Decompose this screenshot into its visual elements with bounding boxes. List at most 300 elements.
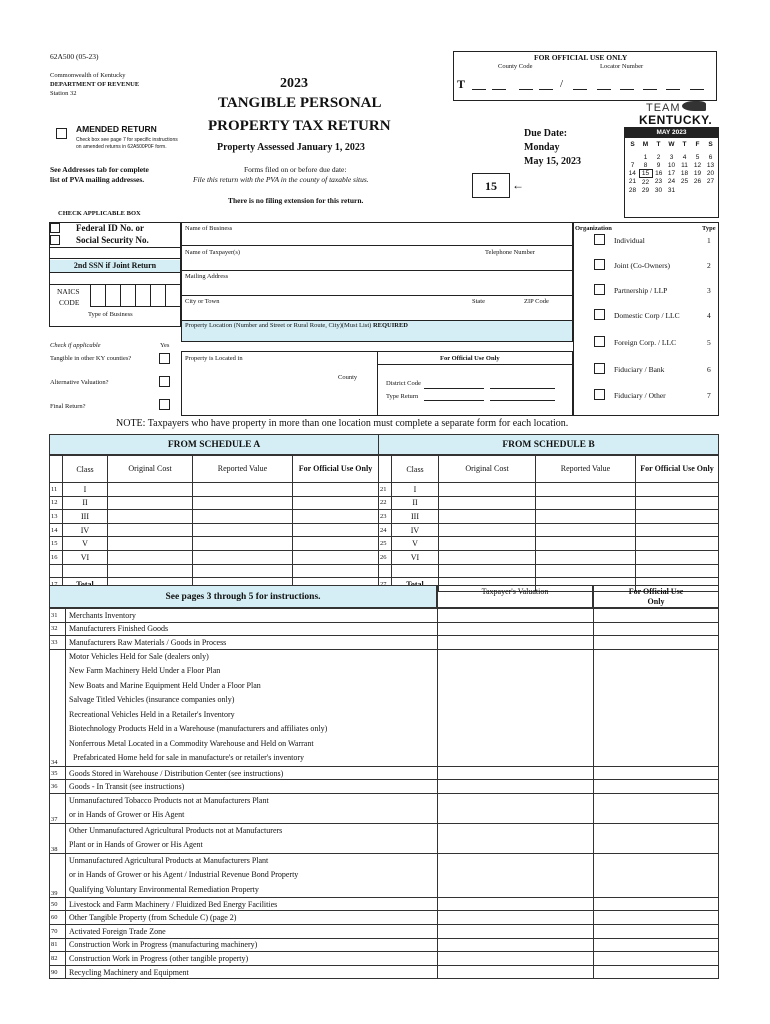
- value-cell[interactable]: [439, 496, 536, 510]
- table-cell: [636, 510, 719, 524]
- table-row: [379, 523, 719, 537]
- sched-b-orig-header: Original Cost: [439, 456, 536, 483]
- org-individual: Individual: [614, 236, 645, 245]
- table-cell: 23: [379, 510, 392, 524]
- type-label: Type: [702, 225, 716, 232]
- table-cell: [193, 564, 293, 578]
- table-cell: 81: [50, 938, 66, 952]
- table-cell: Other Tangible Property (from Schedule C) (page 2): [66, 911, 438, 925]
- other-counties-checkbox[interactable]: [159, 353, 170, 364]
- table-cell: [66, 793, 438, 823]
- value-cell[interactable]: [536, 510, 636, 524]
- cal-day: [691, 186, 704, 194]
- due-date-label: Due Date:: [524, 128, 568, 139]
- cal-day: 7: [630, 161, 635, 169]
- table-row: [379, 496, 719, 510]
- line-description: Salvage Titled Vehicles (insurance companies only): [69, 695, 235, 705]
- value-cell[interactable]: [536, 483, 636, 497]
- property-location-label: Property Location (Number and Street or Rural Route, City)(Must List) REQUIRED: [185, 322, 408, 329]
- weekday: S: [630, 140, 635, 148]
- table-cell: 39: [50, 853, 66, 897]
- cal-day: 2: [656, 153, 661, 161]
- line-description: Unmanufactured Tobacco Products not at Manufacturers Plant: [69, 795, 269, 805]
- type-return-label: Type Return: [386, 393, 419, 400]
- value-cell[interactable]: [438, 938, 594, 952]
- table-row: [50, 780, 719, 794]
- table-cell: [594, 911, 719, 925]
- table-cell: [66, 853, 438, 897]
- note: NOTE: Taxpayers who have property in more than one location must complete a separate form for each location.: [116, 418, 569, 429]
- value-cell[interactable]: [108, 483, 193, 497]
- table-cell: 31: [50, 609, 66, 623]
- value-cell[interactable]: [108, 523, 193, 537]
- table-cell: 21: [379, 483, 392, 497]
- value-cell[interactable]: [438, 853, 594, 897]
- table-row: [50, 483, 379, 497]
- value-cell[interactable]: [193, 510, 293, 524]
- table-row: [50, 523, 379, 537]
- table-cell: 11: [50, 483, 63, 497]
- line-description: or in Hands of Grower or his Agent / Industrial Revenue Bond Property: [69, 870, 299, 880]
- table-row: [379, 550, 719, 564]
- cal-day: 22: [641, 178, 650, 186]
- cal-day: 10: [667, 161, 676, 169]
- table-cell: 33: [50, 636, 66, 650]
- official-use-box: [453, 51, 717, 101]
- cal-day: 18: [680, 170, 689, 178]
- table-cell: 60: [50, 911, 66, 925]
- table-cell: [594, 965, 719, 979]
- sched-b-off-header: For Official Use Only: [636, 456, 719, 483]
- line-description: or in Hands of Grower or His Agent: [69, 810, 185, 820]
- value-cell[interactable]: [536, 523, 636, 537]
- table-cell: 38: [50, 823, 66, 853]
- table-cell: [594, 952, 719, 966]
- logo-kentucky: KENTUCKY.: [639, 113, 713, 127]
- sched-a-orig-header: Original Cost: [108, 456, 193, 483]
- table-row: [50, 793, 719, 823]
- code-label: CODE: [59, 298, 80, 307]
- table-cell: 90: [50, 965, 66, 979]
- assessed-date: Property Assessed January 1, 2023: [217, 142, 365, 153]
- value-cell[interactable]: [439, 523, 536, 537]
- agency-line3: Station 32: [50, 90, 77, 97]
- table-cell: I: [392, 483, 439, 497]
- value-cell[interactable]: [108, 496, 193, 510]
- table-cell: [594, 938, 719, 952]
- sched-a-off-header: For Official Use Only: [293, 456, 379, 483]
- value-cell[interactable]: [438, 965, 594, 979]
- ssn-label: Social Security No.: [76, 235, 149, 245]
- sched-b-rep-header: Reported Value: [536, 456, 636, 483]
- org-fiduciary-other: Fiduciary / Other: [614, 391, 666, 400]
- amended-note-1: Check box see page 7 for specific instructions: [76, 137, 178, 143]
- table-cell: [594, 766, 719, 780]
- type-of-business-label: Type of Business: [88, 311, 133, 318]
- table-cell: [379, 564, 392, 578]
- table-row: [50, 965, 719, 979]
- cal-day: 14: [628, 170, 636, 178]
- cal-day: [626, 153, 639, 161]
- line-description: Prefabricated Home held for sale in manufacture's or retailer's inventory: [73, 753, 305, 763]
- see-pages-label: See pages 3 through 5 for instructions.: [49, 585, 437, 608]
- value-cell[interactable]: [438, 780, 594, 794]
- amended-note-2: on amended returns in 62A500P0F form.: [76, 144, 167, 150]
- table-cell: [293, 510, 379, 524]
- table-cell: V: [392, 537, 439, 551]
- line-description: New Farm Machinery Held Under a Floor Plan: [69, 666, 221, 676]
- weekday: T: [682, 140, 687, 148]
- table-cell: 24: [379, 523, 392, 537]
- cal-day: 9: [656, 161, 661, 169]
- line-description: Biotechnology Products Held in a Warehouse (manufacturers and affiliates only): [69, 724, 328, 734]
- table-cell: Goods - In Transit (see instructions): [66, 780, 438, 794]
- weekday: F: [695, 140, 700, 148]
- cal-day: 24: [667, 178, 676, 186]
- value-cell[interactable]: [108, 537, 193, 551]
- name-of-business-label: Name of Business: [185, 225, 233, 232]
- table-cell: [66, 649, 438, 766]
- table-cell: [392, 564, 439, 578]
- see-addresses-2: list of PVA mailing addresses.: [50, 175, 145, 184]
- district-code-label: District Code: [386, 380, 421, 387]
- cal-day: [704, 186, 717, 194]
- forms-filed-2: File this return with the PVA in the county of taxable situs.: [193, 175, 369, 184]
- cal-day: 3: [669, 153, 674, 161]
- value-cell[interactable]: [193, 496, 293, 510]
- second-ssn-label: 2nd SSN if Joint Return: [50, 260, 180, 272]
- table-cell: IV: [392, 523, 439, 537]
- table-cell: [594, 925, 719, 939]
- table-cell: [293, 523, 379, 537]
- table-cell: [594, 823, 719, 853]
- table-cell: Manufacturers Raw Materials / Goods in Process: [66, 636, 438, 650]
- due-day-box: 15: [472, 173, 510, 198]
- table-row: [50, 609, 719, 623]
- logo-team: TEAM: [646, 102, 681, 114]
- table-cell: [594, 622, 719, 636]
- table-row: [50, 897, 719, 911]
- table-cell: [636, 483, 719, 497]
- cal-day: 27: [706, 178, 715, 186]
- alternative-valuation-checkbox[interactable]: [159, 376, 170, 387]
- organization-label: Organization: [575, 225, 612, 232]
- table-cell: 15: [50, 537, 63, 551]
- table-cell: 34: [50, 649, 66, 766]
- value-cell[interactable]: [536, 550, 636, 564]
- line-description: Recreational Vehicles Held in a Retailer's Inventory: [69, 709, 235, 719]
- forms-filed-1: Forms filed on or before due date:: [244, 165, 347, 174]
- table-cell: 26: [379, 550, 392, 564]
- table-cell: IV: [63, 523, 108, 537]
- table-cell: [50, 456, 63, 483]
- org-fiduciary-bank-checkbox[interactable]: [594, 363, 605, 374]
- table-cell: [636, 550, 719, 564]
- city-label: City or Town: [185, 298, 220, 305]
- org-type-4: 4: [707, 311, 711, 320]
- table-row: [50, 938, 719, 952]
- table-cell: [63, 564, 108, 578]
- value-cell[interactable]: [536, 537, 636, 551]
- cal-day: 1: [643, 153, 648, 161]
- org-type-1: 1: [707, 236, 711, 245]
- table-cell: 16: [50, 550, 63, 564]
- value-cell[interactable]: [438, 793, 594, 823]
- q-alternative-valuation: Alternative Valuation?: [50, 379, 109, 386]
- federal-id-checkbox[interactable]: [50, 223, 60, 233]
- amended-return-checkbox[interactable]: [56, 128, 67, 139]
- sched-a-rep-header: Reported Value: [193, 456, 293, 483]
- table-cell: Activated Foreign Trade Zone: [66, 925, 438, 939]
- table-row: [50, 853, 719, 897]
- value-cell[interactable]: [438, 897, 594, 911]
- value-cell[interactable]: [108, 550, 193, 564]
- value-cell[interactable]: [438, 766, 594, 780]
- due-date-value: May 15, 2023: [524, 156, 581, 167]
- org-partnership: Partnership / LLP: [614, 286, 668, 295]
- table-cell: Recycling Machinery and Equipment: [66, 965, 438, 979]
- slash: /: [560, 78, 564, 90]
- form-number: 62A500 (05-23): [50, 52, 99, 61]
- federal-id-label: Federal ID No. or: [76, 223, 144, 233]
- value-cell[interactable]: [439, 483, 536, 497]
- locator-number-label: Locator Number: [600, 63, 644, 70]
- value-cell[interactable]: [438, 911, 594, 925]
- zip-label: ZIP Code: [524, 298, 549, 305]
- table-row: [379, 510, 719, 524]
- table-cell: [594, 793, 719, 823]
- table-row: [50, 636, 719, 650]
- table-cell: [439, 564, 536, 578]
- official-use-title: FOR OFFICIAL USE ONLY: [534, 53, 628, 62]
- located-in-label: Property is Located in: [185, 355, 243, 362]
- check-applicable: CHECK APPLICABLE BOX: [58, 210, 141, 217]
- calendar: [624, 127, 719, 218]
- org-joint-checkbox[interactable]: [594, 259, 605, 270]
- table-cell: 50: [50, 897, 66, 911]
- table-cell: I: [63, 483, 108, 497]
- no-extension: There is no filing extension for this return.: [228, 196, 364, 205]
- cal-day: 28: [628, 186, 637, 194]
- due-date-day: Monday: [524, 142, 560, 153]
- value-cell[interactable]: [193, 537, 293, 551]
- agency-line2: DEPARTMENT OF REVENUE: [50, 81, 140, 88]
- table-cell: Manufacturers Finished Goods: [66, 622, 438, 636]
- check-if-applicable: Check if applicable: [50, 342, 101, 349]
- county-code-label: County Code: [498, 63, 533, 70]
- table-cell: 70: [50, 925, 66, 939]
- line-description: Unmanufactured Agricultural Products at Manufacturers Plant: [69, 855, 269, 865]
- value-cell[interactable]: [438, 636, 594, 650]
- value-cell[interactable]: [439, 510, 536, 524]
- line-description: Motor Vehicles Held for Sale (dealers only): [69, 651, 209, 661]
- sched-a-class-header: Class: [63, 456, 108, 483]
- table-cell: 35: [50, 766, 66, 780]
- table-cell: 12: [50, 496, 63, 510]
- yes-label: Yes: [160, 342, 170, 349]
- line-description: Plant or in Hands of Grower or His Agent: [69, 840, 203, 850]
- weekday: M: [642, 140, 649, 148]
- cal-day: 4: [682, 153, 687, 161]
- table-row: [50, 550, 379, 564]
- org-domestic: Domestic Corp / LLC: [614, 311, 680, 320]
- name-of-taxpayers-label: Name of Taxpayer(s): [185, 249, 241, 256]
- table-cell: 32: [50, 622, 66, 636]
- q-final-return: Final Return?: [50, 403, 86, 410]
- arrow-left-icon: ←: [512, 178, 524, 192]
- final-return-checkbox[interactable]: [159, 399, 170, 410]
- table-cell: [293, 496, 379, 510]
- official-use-header: For Official Use Only: [593, 585, 719, 608]
- table-cell: V: [63, 537, 108, 551]
- naics-label: NAICS: [57, 287, 80, 296]
- table-row: [50, 537, 379, 551]
- table-cell: [293, 550, 379, 564]
- kentucky-map-icon: [682, 101, 706, 111]
- table-cell: 25: [379, 537, 392, 551]
- second-ssn-input[interactable]: [49, 272, 181, 285]
- schedule-a-table: [49, 455, 379, 592]
- table-cell: [594, 636, 719, 650]
- property-lines-table: [49, 608, 719, 979]
- table-cell: [636, 496, 719, 510]
- cal-day: 16: [655, 170, 663, 178]
- table-cell: 37: [50, 793, 66, 823]
- calendar-weekdays: [626, 140, 717, 148]
- schedule-b-title: FROM SCHEDULE B: [378, 434, 719, 455]
- table-cell: [594, 897, 719, 911]
- cal-day: 21: [628, 178, 637, 186]
- taxpayer-valuation-header: Taxpayer's Valuation: [437, 585, 593, 608]
- table-row: [50, 911, 719, 925]
- table-row: [50, 496, 379, 510]
- ssn-checkbox[interactable]: [50, 235, 60, 245]
- value-cell[interactable]: [438, 952, 594, 966]
- weekday: W: [668, 140, 675, 148]
- value-cell[interactable]: [108, 510, 193, 524]
- table-cell: [594, 853, 719, 897]
- cal-day: 6: [708, 153, 713, 161]
- value-cell[interactable]: [193, 523, 293, 537]
- weekday: S: [708, 140, 713, 148]
- org-individual-checkbox[interactable]: [594, 234, 605, 245]
- table-row: [379, 483, 719, 497]
- value-cell[interactable]: [439, 550, 536, 564]
- org-fiduciary-other-checkbox[interactable]: [594, 389, 605, 400]
- form-title-line2: PROPERTY TAX RETURN: [208, 118, 391, 134]
- org-partnership-checkbox[interactable]: [594, 284, 605, 295]
- form-year: 2023: [280, 76, 308, 91]
- telephone-label: Telephone Number: [485, 249, 535, 256]
- see-addresses-1: See Addresses tab for complete: [50, 165, 149, 174]
- line-description: New Boats and Marine Equipment Held Under a Floor Plan: [69, 680, 261, 690]
- cal-day: [678, 186, 691, 194]
- value-cell[interactable]: [438, 925, 594, 939]
- table-cell: Construction Work in Progress (manufacturing machinery): [66, 938, 438, 952]
- org-joint: Joint (Co-Owners): [614, 261, 671, 270]
- table-cell: [536, 564, 636, 578]
- table-cell: [66, 823, 438, 853]
- state-label: State: [472, 298, 485, 305]
- table-cell: [108, 564, 193, 578]
- cal-day: 26: [693, 178, 702, 186]
- table-cell: Goods Stored in Warehouse / Distribution Center (see instructions): [66, 766, 438, 780]
- org-foreign-checkbox[interactable]: [594, 336, 605, 347]
- org-type-7: 7: [707, 391, 711, 400]
- cal-day: 20: [706, 170, 715, 178]
- cal-day: 19: [693, 170, 702, 178]
- table-cell: III: [392, 510, 439, 524]
- cal-day: 23: [654, 178, 663, 186]
- table-cell: 82: [50, 952, 66, 966]
- cal-day: 12: [693, 161, 702, 169]
- cal-day-due: 15: [639, 170, 652, 178]
- org-type-6: 6: [707, 365, 711, 374]
- cal-day: 13: [706, 161, 715, 169]
- org-type-5: 5: [707, 338, 711, 347]
- table-row: [50, 952, 719, 966]
- id-number-input[interactable]: [49, 247, 181, 259]
- cal-day: 29: [641, 186, 650, 194]
- line-description: Nonferrous Metal Located in a Commodity Warehouse and Held on Warrant: [69, 738, 314, 748]
- county-label: County: [338, 374, 358, 381]
- value-cell[interactable]: [439, 537, 536, 551]
- line-description: Qualifying Voluntary Environmental Remediation Property: [69, 884, 259, 894]
- table-cell: Livestock and Farm Machinery / Fluidized Bed Energy Facilities: [66, 897, 438, 911]
- value-cell[interactable]: [193, 483, 293, 497]
- form-title-line1: TANGIBLE PERSONAL: [218, 95, 382, 111]
- official-use-only-label: For Official Use Only: [440, 355, 500, 362]
- table-cell: VI: [63, 550, 108, 564]
- cal-day: 8: [643, 161, 648, 169]
- cal-day: 25: [680, 178, 689, 186]
- table-cell: [379, 456, 392, 483]
- table-row: [50, 823, 719, 853]
- schedule-b-table: [378, 455, 719, 592]
- table-cell: 22: [379, 496, 392, 510]
- table-cell: [293, 537, 379, 551]
- value-cell[interactable]: [438, 622, 594, 636]
- required-label: REQUIRED: [372, 322, 408, 329]
- table-row: [50, 925, 719, 939]
- org-domestic-checkbox[interactable]: [594, 309, 605, 320]
- sched-b-class-header: Class: [392, 456, 439, 483]
- calendar-month: MAY 2023: [625, 128, 718, 138]
- value-cell[interactable]: [536, 496, 636, 510]
- org-fiduciary-bank: Fiduciary / Bank: [614, 365, 665, 374]
- table-row: [50, 510, 379, 524]
- table-row: [50, 766, 719, 780]
- table-cell: [50, 564, 63, 578]
- value-cell[interactable]: [193, 550, 293, 564]
- table-cell: VI: [392, 550, 439, 564]
- table-cell: Construction Work in Progress (other tangible property): [66, 952, 438, 966]
- org-type-3: 3: [707, 286, 711, 295]
- table-cell: [594, 780, 719, 794]
- cal-day: 31: [667, 186, 676, 194]
- value-cell[interactable]: [438, 649, 594, 766]
- value-cell[interactable]: [438, 823, 594, 853]
- table-cell: III: [63, 510, 108, 524]
- table-cell: [293, 564, 379, 578]
- org-foreign: Foreign Corp. / LLC: [614, 338, 677, 347]
- value-cell[interactable]: [438, 609, 594, 623]
- table-cell: [636, 564, 719, 578]
- table-cell: [636, 537, 719, 551]
- cal-day: 30: [654, 186, 663, 194]
- table-cell: [293, 483, 379, 497]
- schedule-a-title: FROM SCHEDULE A: [49, 434, 379, 455]
